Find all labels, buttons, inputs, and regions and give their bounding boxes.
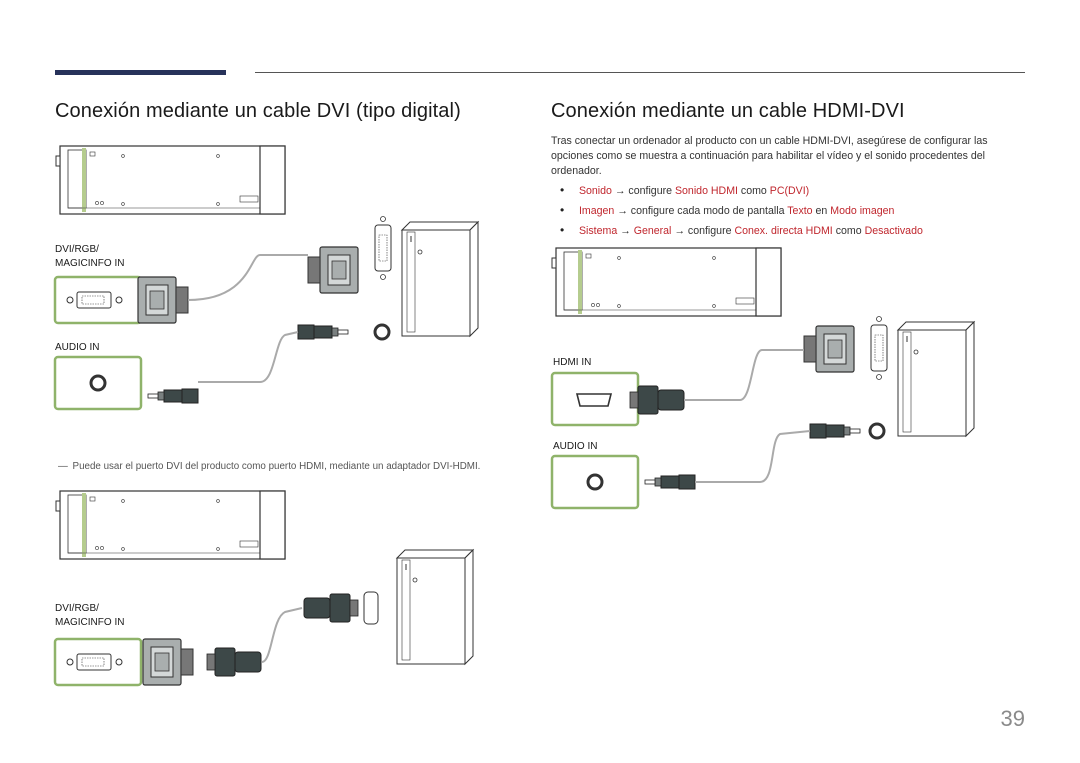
dvi-port: [55, 277, 141, 323]
menu-term: Imagen: [578, 205, 615, 217]
note-body: Puede usar el puerto DVI del producto como puerto HDMI, mediante un adaptador DVI-HDMI.: [72, 461, 481, 472]
menu-term: PC(DVI): [769, 185, 810, 197]
audio-plug: [148, 389, 198, 403]
menu-term: Sonido: [578, 185, 612, 197]
audio-plug: [645, 475, 695, 489]
audio-jack: [375, 325, 389, 339]
list-text: → configure: [671, 225, 735, 237]
dvi-cable: [188, 255, 308, 300]
dvi-plug: [308, 247, 358, 293]
menu-term: Sonido HDMI: [674, 185, 738, 197]
note-dash: —: [58, 461, 68, 472]
menu-term: Texto: [787, 205, 813, 217]
monitor-illustration: [56, 146, 285, 214]
menu-term: Conex. directa HDMI: [734, 225, 833, 237]
audio-port: [552, 456, 638, 508]
list-text: →: [617, 225, 634, 237]
hdmi-port: [552, 373, 638, 425]
list-text: como: [832, 225, 865, 237]
list-text: como: [737, 185, 770, 197]
hdmi-plug: [207, 648, 261, 676]
pc-illustration: [898, 322, 974, 436]
monitor-illustration: [56, 491, 285, 559]
section-title-dvi: Conexión mediante un cable DVI (tipo digital): [55, 100, 461, 122]
audio-jack: [870, 424, 884, 438]
menu-term: General: [633, 225, 672, 237]
audio-cable: [198, 332, 298, 382]
port-label-hdmi: HDMI IN: [553, 357, 592, 368]
port-label-audio-2: AUDIO IN: [553, 441, 598, 452]
audio-plug: [298, 325, 348, 339]
port-label-line: MAGICINFO IN: [55, 617, 125, 628]
port-label-audio-1: AUDIO IN: [55, 342, 100, 353]
section-title-hdmi-dvi: Conexión mediante un cable HDMI-DVI: [551, 100, 905, 122]
dvi-plug: [138, 277, 188, 323]
port-label-line: MAGICINFO IN: [55, 258, 125, 269]
page-number: 39: [1000, 706, 1025, 731]
dvi-socket: [871, 317, 887, 380]
dvi-port: [55, 639, 141, 685]
dvi-socket: [375, 217, 391, 280]
menu-term: Desactivado: [864, 225, 923, 237]
hdmi-socket: [364, 592, 378, 624]
port-label-line: DVI/RGB/: [55, 244, 99, 255]
pc-illustration: [397, 550, 473, 664]
list-text: en: [812, 205, 831, 217]
audio-cable: [695, 431, 810, 482]
list-text: → configure: [611, 185, 675, 197]
audio-plug: [810, 424, 860, 438]
hdmi-cable: [262, 608, 302, 662]
hdmi-plug: [630, 386, 684, 414]
monitor-illustration: [552, 248, 781, 316]
audio-port: [55, 357, 141, 409]
menu-term: Sistema: [578, 225, 618, 237]
pc-illustration: [402, 222, 478, 336]
hdmi-plug: [304, 594, 358, 622]
menu-term: Modo imagen: [830, 205, 895, 217]
intro-paragraph: Tras conectar un ordenador al producto con un cable HDMI-DVI, asegúrese de configurar las opciones como se muestra a continuación para habilitar el vídeo y el sonido procedentes del ordenador.: [551, 135, 988, 177]
port-label-line: DVI/RGB/: [55, 603, 99, 614]
dvi-plug: [143, 639, 193, 685]
dvi-plug: [804, 326, 854, 372]
hdmi-dvi-cable: [684, 350, 804, 400]
list-text: → configure cada modo de pantalla: [614, 205, 788, 217]
